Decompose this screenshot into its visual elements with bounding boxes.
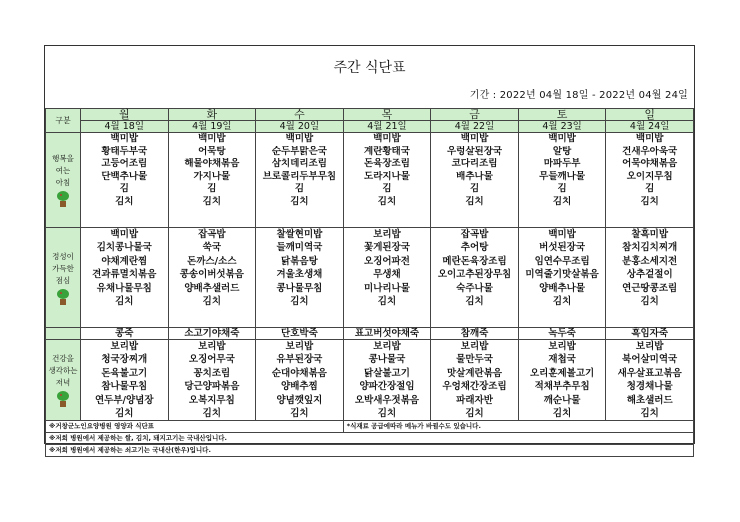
menu-item: 보리밥 <box>285 341 314 352</box>
day-header: 수 <box>256 109 344 121</box>
breakfast-menu-cell <box>256 133 344 228</box>
menu-item: 양배추찜 <box>281 381 318 393</box>
menu-item: 미역줄기맛살볶음 <box>525 269 599 281</box>
menu-item: 김치 <box>115 195 134 207</box>
breakfast-menu-cell <box>431 133 519 228</box>
menu-item: 김 <box>294 183 304 194</box>
dinner-menu-cell <box>256 340 344 421</box>
menu-item: 황태두부국 <box>101 145 148 157</box>
menu-item: 마파두부 <box>543 158 581 169</box>
menu-item: 오이지무침 <box>626 170 673 182</box>
dinner-row <box>46 340 694 421</box>
tree-icon <box>56 289 70 305</box>
menu-item: 건새우아욱국 <box>622 145 678 157</box>
menu-item: 잡곡밥 <box>460 229 489 240</box>
menu-item: 김 <box>119 183 129 194</box>
day-header: 금 <box>431 109 519 121</box>
date-header: 4월 23일 <box>518 121 606 133</box>
menu-item: 브로콜리두부무침 <box>262 170 337 182</box>
menu-item: 단백추나물 <box>101 170 148 182</box>
menu-item: 청경채나물 <box>626 381 673 393</box>
menu-item: 보리밥 <box>373 229 401 240</box>
snack-menu-cell: 녹두죽 <box>518 328 606 340</box>
menu-item: 백미밥 <box>110 133 139 144</box>
menu-item: 고등어조림 <box>101 158 148 169</box>
note-text: ※거창군노인요양병원 영양과 식단표 <box>46 421 344 433</box>
snack-label <box>46 328 81 340</box>
breakfast-menu-cell <box>168 133 256 228</box>
menu-item: 우렁살된장국 <box>447 145 503 157</box>
menu-item: 김치 <box>115 407 134 419</box>
menu-item: 오징어파전 <box>364 255 410 267</box>
tree-icon <box>56 191 70 207</box>
day-header: 월 <box>81 109 169 121</box>
note-row <box>46 433 694 445</box>
menu-item: 보리밥 <box>460 341 489 352</box>
snack-row <box>46 328 694 340</box>
menu-item: 쑥국 <box>202 242 222 254</box>
page-title: 주간 식단표 <box>333 60 406 76</box>
day-header: 토 <box>518 109 606 121</box>
menu-item: 콩송이버섯볶음 <box>179 269 244 281</box>
menu-item: 김치 <box>290 407 309 419</box>
menu-item: 참나물무침 <box>101 381 148 393</box>
menu-item: 해물야채볶음 <box>184 158 240 169</box>
period-text: 기간 : 2022년 04월 18일 - 2022년 04월 24일 <box>469 90 688 101</box>
note-text: ※저희 병원에서 제공하는 쌀, 김치, 돼지고기는 국내산입니다. <box>46 433 694 445</box>
menu-item: 김치 <box>377 295 397 307</box>
note-text: ※저희 병원에서 제공하는 쇠고기는 국내산(한우)입니다. <box>46 445 694 457</box>
menu-item: 오박새우젓볶음 <box>354 394 420 406</box>
menu-item: 재첩국 <box>548 354 576 366</box>
menu-item: 물만두국 <box>456 354 493 366</box>
menu-item: 백미밥 <box>460 133 489 144</box>
menu-item: 코다리조림 <box>451 158 498 169</box>
date-header-row <box>46 121 694 133</box>
date-header: 4월 20일 <box>256 121 344 133</box>
menu-item: 김치 <box>202 407 222 419</box>
dinner-menu-cell <box>518 340 606 421</box>
dinner-menu-cell <box>81 340 169 421</box>
menu-item: 견과류멸치볶음 <box>92 269 157 281</box>
lunch-menu-cell <box>431 228 519 328</box>
menu-item: 백미밥 <box>285 133 314 144</box>
menu-item: 콩나물무침 <box>276 282 323 294</box>
day-header-row <box>46 109 694 121</box>
menu-item: 임연수무조림 <box>534 255 590 267</box>
snack-menu-cell: 콩죽 <box>81 328 169 340</box>
menu-item: 삼치데리조림 <box>271 158 327 169</box>
breakfast-menu-cell <box>81 133 169 228</box>
menu-item: 백미밥 <box>110 229 139 240</box>
date-header: 4월 21일 <box>343 121 431 133</box>
menu-item: 연두부/양념장 <box>95 394 154 406</box>
menu-item: 추어탕 <box>460 242 489 254</box>
menu-item: 김치 <box>377 195 397 207</box>
snack-menu-cell: 표고버섯야채죽 <box>343 328 431 340</box>
menu-item: 상추겉절이 <box>626 269 673 281</box>
menu-item: 김 <box>645 183 655 194</box>
lunch-row <box>46 228 694 328</box>
menu-item: 김 <box>557 183 567 194</box>
menu-item: 김치 <box>290 195 309 207</box>
menu-item: 참치김치찌개 <box>622 242 678 254</box>
dinner-menu-cell <box>168 340 256 421</box>
menu-item: 백미밥 <box>548 229 576 240</box>
menu-item: 양념깻잎지 <box>276 394 323 406</box>
menu-item: 순두부맑은국 <box>271 145 327 157</box>
menu-item: 김치 <box>465 295 484 307</box>
menu-item: 보리밥 <box>198 341 226 352</box>
menu-item: 김치 <box>465 407 484 419</box>
menu-item: 순대야채볶음 <box>271 367 327 379</box>
menu-item: 양배추나물 <box>539 282 586 294</box>
menu-item: 찰흑미밥 <box>631 229 669 240</box>
menu-item: 깨순나물 <box>543 394 581 406</box>
date-header: 4월 18일 <box>81 121 169 133</box>
menu-item: 김치 <box>377 407 397 419</box>
menu-item: 파래자반 <box>456 394 493 406</box>
note-row <box>46 421 694 433</box>
menu-item: 닭살불고기 <box>364 367 410 379</box>
menu-item: 백미밥 <box>373 133 401 144</box>
menu-item: 김치 <box>290 295 309 307</box>
snack-menu-cell: 참깨죽 <box>431 328 519 340</box>
menu-item: 배추나물 <box>456 170 493 182</box>
lunch-menu-cell <box>606 228 694 328</box>
menu-item: 어묵야채볶음 <box>622 158 678 169</box>
menu-item: 들깨미역국 <box>276 242 323 254</box>
menu-item: 메란돈육장조림 <box>442 255 507 267</box>
menu-item: 백미밥 <box>198 133 226 144</box>
menu-item: 북어살미역국 <box>622 354 678 366</box>
menu-item: 김치 <box>640 407 659 419</box>
note-text: *식재료 공급에따라 메뉴가 바뀔수도 있습니다. <box>343 421 693 433</box>
breakfast-label: 행복을 여는 아침 <box>46 133 81 228</box>
menu-item: 숙주나물 <box>456 282 493 294</box>
breakfast-row <box>46 133 694 228</box>
menu-item: 분홍소세지전 <box>622 255 678 267</box>
menu-item: 맛살계란볶음 <box>447 367 503 379</box>
note-row <box>46 445 694 457</box>
menu-item: 양배추샐러드 <box>184 282 240 294</box>
menu-item: 오복지무침 <box>188 394 235 406</box>
menu-item: 김치 <box>465 195 484 207</box>
menu-item: 알탕 <box>552 145 572 157</box>
menu-item: 잡곡밥 <box>198 229 226 240</box>
menu-item: 오징어무국 <box>188 354 235 366</box>
menu-item: 김치 <box>552 407 572 419</box>
menu-item: 돈육장조림 <box>364 158 410 169</box>
dinner-menu-cell <box>343 340 431 421</box>
day-header: 일 <box>606 109 694 121</box>
menu-item: 김치콩나물국 <box>96 242 152 254</box>
menu-item: 김 <box>469 183 480 194</box>
lunch-menu-cell <box>343 228 431 328</box>
day-header: 화 <box>168 109 256 121</box>
menu-item: 버섯된장국 <box>539 242 586 254</box>
menu-item: 보리밥 <box>110 341 139 352</box>
menu-item: 당근양파볶음 <box>184 381 240 393</box>
menu-item: 김치 <box>640 295 659 307</box>
lunch-label: 정성이 가득한 점심 <box>46 228 81 328</box>
breakfast-menu-cell <box>343 133 431 228</box>
menu-item: 돈까스/소스 <box>187 255 237 267</box>
menu-item: 돈육불고기 <box>101 367 148 379</box>
menu-item: 가지나물 <box>193 170 231 182</box>
menu-item: 양파간장절임 <box>359 381 415 393</box>
lunch-menu-cell <box>168 228 256 328</box>
menu-item: 무들깨나물 <box>539 170 586 182</box>
menu-item: 김치 <box>115 295 134 307</box>
lunch-menu-cell <box>81 228 169 328</box>
breakfast-menu-cell <box>606 133 694 228</box>
tree-icon <box>56 391 70 407</box>
menu-item: 연근땅콩조림 <box>622 282 678 294</box>
menu-item: 보리밥 <box>635 341 664 352</box>
menu-item: 김 <box>382 183 392 194</box>
menu-item: 적채부추무침 <box>534 381 590 393</box>
menu-item: 무생채 <box>373 269 401 281</box>
menu-item: 어묵탕 <box>198 145 226 157</box>
menu-item: 도라지나물 <box>364 170 410 182</box>
menu-item: 유부된장국 <box>276 354 323 366</box>
menu-item: 김치 <box>552 295 572 307</box>
menu-item: 미나리나물 <box>364 282 410 294</box>
date-header: 4월 22일 <box>431 121 519 133</box>
dinner-label: 건강을 생각하는 저녁 <box>46 340 81 421</box>
snack-menu-cell: 소고기야채죽 <box>168 328 256 340</box>
menu-item: 오리훈제볼고기 <box>529 367 595 379</box>
dinner-menu-cell <box>606 340 694 421</box>
menu-sheet <box>44 45 695 455</box>
menu-item: 꽁치조림 <box>193 367 231 379</box>
menu-table <box>45 108 694 457</box>
menu-item: 김치 <box>640 195 659 207</box>
menu-item: 계란황태국 <box>364 145 410 157</box>
menu-item: 우엉채간장조림 <box>442 381 507 393</box>
day-header: 목 <box>343 109 431 121</box>
menu-item: 해초샐러드 <box>626 394 673 406</box>
dinner-menu-cell <box>431 340 519 421</box>
menu-item: 김치 <box>552 195 572 207</box>
date-header: 4월 19일 <box>168 121 256 133</box>
menu-item: 보리밥 <box>548 341 576 352</box>
lunch-menu-cell <box>256 228 344 328</box>
menu-item: 콩나물국 <box>368 354 406 366</box>
menu-item: 야채계란찜 <box>101 255 148 267</box>
menu-item: 닭볶음탕 <box>281 255 318 267</box>
menu-item: 겨울초생채 <box>276 269 323 281</box>
menu-item: 백미밥 <box>635 133 664 144</box>
snack-menu-cell: 단호박죽 <box>256 328 344 340</box>
snack-menu-cell: 흑임자죽 <box>606 328 694 340</box>
menu-item: 청국장찌개 <box>101 354 148 366</box>
menu-item: 유채나물무침 <box>96 282 152 294</box>
menu-item: 김치 <box>202 195 222 207</box>
menu-item: 백미밥 <box>548 133 576 144</box>
lunch-menu-cell <box>518 228 606 328</box>
date-header: 4월 24일 <box>606 121 694 133</box>
menu-item: 김 <box>207 183 217 194</box>
menu-item: 보리밥 <box>373 341 401 352</box>
menu-item: 꽃게된장국 <box>364 242 410 254</box>
menu-item: 찰쌀현미밥 <box>276 229 323 240</box>
category-header: 구분 <box>46 109 81 133</box>
menu-item: 김치 <box>202 295 222 307</box>
menu-item: 오이고추된장무침 <box>437 269 512 281</box>
menu-item: 새우살표고볶음 <box>617 367 682 379</box>
breakfast-menu-cell <box>518 133 606 228</box>
